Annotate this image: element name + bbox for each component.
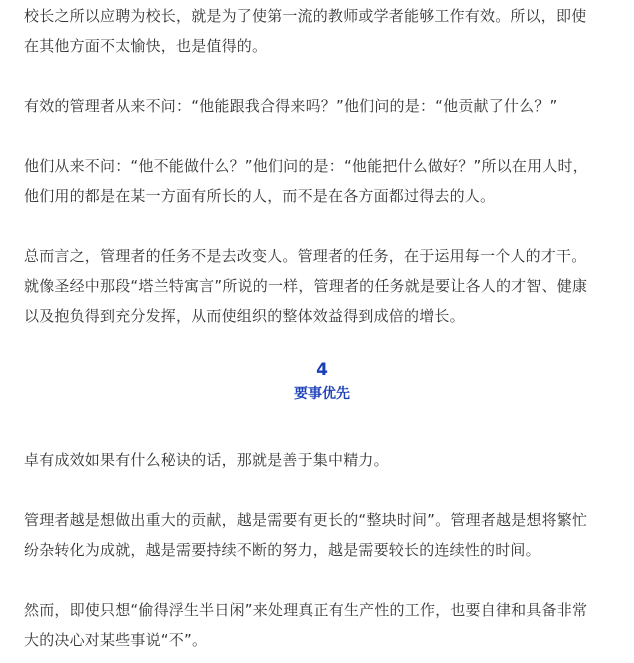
paragraph-line: 有效的管理者从来不问：“他能跟我合得来吗？”他们问的是：“他贡献了什么？” [24,97,558,115]
paragraph-6 [24,505,620,565]
paragraph-7 [24,595,620,655]
article-body [24,0,620,655]
paragraph-4 [24,241,620,331]
paragraph-1 [24,1,620,61]
paragraph-line: 卓有成效如果有什么秘诀的话，那就是善于集中精力。 [24,451,389,469]
paragraph-line: 纷杂转化为成就，越是需要持续不断的努力，越是需要较长的连续性的时间。 [24,541,541,559]
paragraph-line: 管理者越是想做出重大的贡献，越是需要有更长的“整块时间”。管理者越是想将繁忙 [24,511,588,529]
section-title: 要事优先 [294,386,350,402]
paragraph-line: 然而，即使只想“偷得浮生半日闲”来处理真正有生产性的工作，也要自律和具备非常 [24,601,588,619]
paragraph-line: 以及抱负得到充分发挥，从而使组织的整体效益得到成倍的增长。 [24,307,465,325]
paragraph-2 [24,91,620,121]
paragraph-line: 就像圣经中那段“塔兰特寓言”所说的一样，管理者的任务就是要让各人的才智、健康 [24,277,588,295]
paragraph-line: 在其他方面不太愉快，也是值得的。 [24,37,268,55]
paragraph-line: 他们从来不问：“他不能做什么？”他们问的是：“他能把什么做好？”所以在用人时， [24,157,588,175]
paragraph-5 [24,445,620,475]
paragraph-line: 总而言之，管理者的任务不是去改变人。管理者的任务，在于运用每一个人的才干。 [24,247,587,265]
section-number: 4 [316,360,328,380]
paragraph-line: 大的决心对某些事说“不”。 [24,631,208,649]
paragraph-3 [24,151,620,211]
paragraph-line: 校长之所以应聘为校长，就是为了使第一流的教师或学者能够工作有效。所以，即使 [24,7,587,25]
section-heading [24,357,620,405]
paragraph-line: 他们用的都是在某一方面有所长的人，而不是在各方面都过得去的人。 [24,187,496,205]
